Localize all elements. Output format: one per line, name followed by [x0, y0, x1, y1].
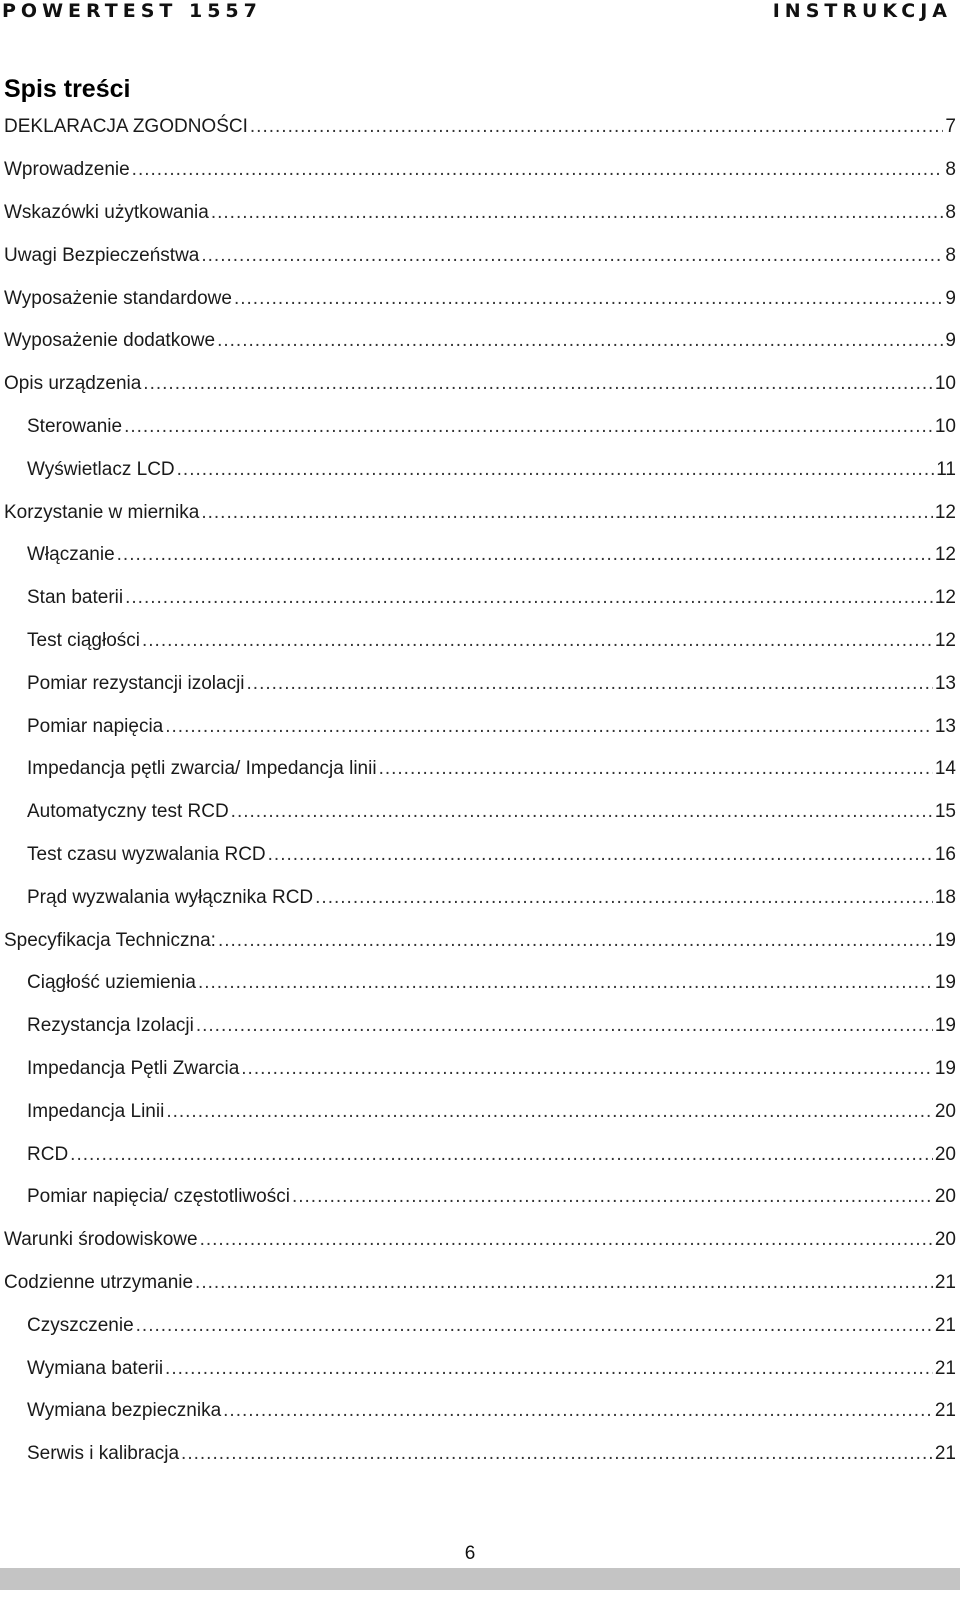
dot-leader — [198, 971, 933, 995]
dot-leader — [166, 1100, 933, 1124]
toc-entry[interactable] — [0, 406, 960, 449]
toc-entry-label: Czyszczenie — [27, 1314, 134, 1336]
table-of-contents — [0, 106, 960, 1476]
toc-entry-page-number: 9 — [945, 287, 956, 309]
toc-entry-page-number: 19 — [934, 1015, 956, 1037]
toc-entry-page-number: 19 — [934, 972, 956, 994]
toc-entry-page-number: 21 — [934, 1400, 956, 1422]
toc-entry-page-number: 21 — [934, 1314, 956, 1336]
toc-entry[interactable] — [0, 1219, 960, 1262]
toc-entry[interactable] — [0, 919, 960, 962]
toc-entry-link[interactable] — [0, 800, 960, 824]
toc-entry[interactable] — [0, 320, 960, 363]
dot-leader — [218, 929, 933, 953]
toc-entry-page-number: 16 — [934, 843, 956, 865]
toc-entry-page-number: 15 — [934, 801, 956, 823]
dot-leader — [195, 1271, 933, 1295]
toc-entry[interactable] — [0, 577, 960, 620]
header-brand: POWERTEST 1557 — [2, 0, 262, 22]
toc-entry-page-number: 20 — [934, 1229, 956, 1251]
toc-entry[interactable] — [0, 1262, 960, 1305]
toc-entry-link[interactable] — [0, 543, 960, 567]
toc-entry-label: Rezystancja Izolacji — [27, 1015, 194, 1037]
toc-entry-label: Pomiar napięcia — [27, 715, 164, 737]
toc-entry-page-number: 13 — [934, 672, 956, 694]
toc-entry-label: Impedancja Linii — [27, 1100, 165, 1122]
toc-entry-label: Impedancja pętli zwarcia/ Impedancja linii — [27, 758, 377, 780]
toc-entry[interactable] — [0, 534, 960, 577]
toc-entry-label: Ciągłość uziemienia — [27, 972, 196, 994]
dot-leader — [315, 886, 933, 910]
toc-entry-link[interactable] — [0, 1442, 960, 1466]
toc-entry-label: Serwis i kalibracja — [27, 1443, 180, 1465]
toc-entry-link[interactable] — [0, 329, 960, 353]
toc-entry-page-number: 18 — [934, 886, 956, 908]
toc-entry-page-number: 8 — [945, 244, 956, 266]
toc-entry[interactable] — [0, 234, 960, 277]
toc-entry-label: Wyposażenie standardowe — [4, 287, 232, 309]
toc-entry-label: Wprowadzenie — [4, 159, 130, 181]
toc-entry[interactable] — [0, 448, 960, 491]
toc-entry-page-number: 7 — [945, 116, 956, 138]
toc-entry-page-number: 20 — [934, 1186, 956, 1208]
toc-entry-page-number: 14 — [934, 758, 956, 780]
dot-leader — [125, 586, 933, 610]
toc-entry[interactable] — [0, 491, 960, 534]
toc-entry-label: Pomiar napięcia/ częstotliwości — [27, 1186, 290, 1208]
toc-entry-label: Wymiana bezpiecznika — [27, 1400, 222, 1422]
toc-entry-link[interactable] — [0, 757, 960, 781]
toc-entry-label: Wskazówki użytkowania — [4, 201, 209, 223]
toc-entry-link[interactable] — [0, 1314, 960, 1338]
toc-entry-link[interactable] — [0, 1014, 960, 1038]
dot-leader — [196, 1014, 933, 1038]
toc-entry-label: Opis urządzenia — [4, 373, 142, 395]
toc-entry-link[interactable] — [0, 158, 960, 182]
toc-entry[interactable] — [0, 363, 960, 406]
toc-entry[interactable] — [0, 1133, 960, 1176]
toc-entry-page-number: 10 — [934, 415, 956, 437]
toc-entry-link[interactable] — [0, 1271, 960, 1295]
toc-entry[interactable] — [0, 1347, 960, 1390]
dot-leader — [231, 800, 933, 824]
dot-leader — [201, 501, 933, 525]
toc-entry-label: Automatyczny test RCD — [27, 801, 229, 823]
toc-entry[interactable] — [0, 876, 960, 919]
toc-entry[interactable] — [0, 620, 960, 663]
toc-entry[interactable] — [0, 705, 960, 748]
dot-leader — [223, 1399, 933, 1423]
toc-entry-link[interactable] — [0, 715, 960, 739]
toc-entry-label: Wymiana baterii — [27, 1357, 164, 1379]
toc-entry-link[interactable] — [0, 372, 960, 396]
toc-entry-link[interactable] — [0, 629, 960, 653]
toc-entry-label: Prąd wyzwalania wyłącznika RCD — [27, 886, 314, 908]
toc-entry-link[interactable] — [0, 1399, 960, 1423]
dot-leader — [70, 1143, 933, 1167]
toc-entry[interactable] — [0, 1005, 960, 1048]
toc-entry-link[interactable] — [0, 1143, 960, 1167]
toc-entry-label: Specyfikacja Techniczna: — [4, 929, 216, 951]
toc-entry-label: Wyświetlacz LCD — [27, 458, 175, 480]
toc-entry-label: Stan baterii — [27, 587, 124, 609]
dot-leader — [117, 543, 933, 567]
toc-entry-label: Włączanie — [27, 544, 115, 566]
toc-entry-page-number: 12 — [934, 501, 956, 523]
toc-entry-link[interactable] — [0, 929, 960, 953]
toc-entry-link[interactable] — [0, 115, 960, 139]
toc-entry[interactable] — [0, 1176, 960, 1219]
toc-entry-link[interactable] — [0, 843, 960, 867]
toc-entry-label: Uwagi Bezpieczeństwa — [4, 244, 200, 266]
toc-entry-page-number: 12 — [934, 587, 956, 609]
toc-entry-page-number: 21 — [934, 1357, 956, 1379]
dot-leader — [234, 287, 943, 311]
toc-entry-label: Warunki środowiskowe — [4, 1229, 198, 1251]
dot-leader — [124, 415, 933, 439]
toc-entry-page-number: 8 — [945, 159, 956, 181]
dot-leader — [165, 1357, 933, 1381]
toc-entry-page-number: 20 — [934, 1100, 956, 1122]
dot-leader — [201, 244, 943, 268]
toc-entry-link[interactable] — [0, 501, 960, 525]
toc-entry[interactable] — [0, 192, 960, 235]
toc-entry[interactable] — [0, 1090, 960, 1133]
toc-entry-link[interactable] — [0, 244, 960, 268]
dot-leader — [181, 1442, 933, 1466]
dot-leader — [268, 843, 933, 867]
dot-leader — [217, 329, 943, 353]
toc-entry-page-number: 9 — [945, 330, 956, 352]
toc-entry-label: Test ciągłości — [27, 629, 140, 651]
toc-entry[interactable] — [0, 1433, 960, 1476]
toc-entry-link[interactable] — [0, 1100, 960, 1124]
toc-entry-link[interactable] — [0, 586, 960, 610]
dot-leader — [177, 458, 935, 482]
toc-entry-link[interactable] — [0, 415, 960, 439]
dot-leader — [250, 115, 944, 139]
toc-entry-page-number: 12 — [934, 544, 956, 566]
toc-entry[interactable] — [0, 962, 960, 1005]
toc-entry-label: Korzystanie w miernika — [4, 501, 200, 523]
dot-leader — [292, 1185, 933, 1209]
dot-leader — [143, 372, 933, 396]
toc-entry[interactable] — [0, 1304, 960, 1347]
dot-leader — [241, 1057, 933, 1081]
toc-entry-link[interactable] — [0, 672, 960, 696]
dot-leader — [142, 629, 933, 653]
toc-entry-label: Codzienne utrzymanie — [4, 1271, 194, 1293]
toc-entry-link[interactable] — [0, 1057, 960, 1081]
toc-entry-link[interactable] — [0, 1228, 960, 1252]
toc-entry-label: Sterowanie — [27, 415, 123, 437]
toc-entry-link[interactable] — [0, 201, 960, 225]
toc-entry[interactable] — [0, 791, 960, 834]
dot-leader — [211, 201, 944, 225]
toc-entry-page-number: 20 — [934, 1143, 956, 1165]
toc-entry-page-number: 21 — [934, 1443, 956, 1465]
toc-entry-link[interactable] — [0, 886, 960, 910]
header-document-type: INSTRUKCJA — [772, 0, 952, 22]
dot-leader — [379, 757, 933, 781]
dot-leader — [247, 672, 933, 696]
toc-entry[interactable] — [0, 834, 960, 877]
dot-leader — [165, 715, 933, 739]
toc-entry-page-number: 21 — [934, 1271, 956, 1293]
toc-entry-page-number: 13 — [934, 715, 956, 737]
toc-entry-page-number: 12 — [934, 629, 956, 651]
page-header — [0, 0, 960, 26]
toc-entry-label: Impedancja Pętli Zwarcia — [27, 1057, 240, 1079]
page-number: 6 — [464, 1543, 476, 1564]
toc-entry-page-number: 10 — [934, 373, 956, 395]
toc-entry[interactable] — [0, 277, 960, 320]
toc-entry-page-number: 8 — [945, 201, 956, 223]
toc-entry-page-number: 19 — [934, 929, 956, 951]
toc-entry[interactable] — [0, 106, 960, 149]
dot-leader — [200, 1228, 933, 1252]
toc-entry-page-number: 19 — [934, 1057, 956, 1079]
toc-entry[interactable] — [0, 1048, 960, 1091]
dot-leader — [136, 1314, 933, 1338]
toc-entry-page-number: 11 — [936, 458, 956, 480]
toc-entry[interactable] — [0, 149, 960, 192]
dot-leader — [132, 158, 944, 182]
toc-entry-label: Wyposażenie dodatkowe — [4, 330, 216, 352]
toc-entry-link[interactable] — [0, 458, 960, 482]
toc-entry[interactable] — [0, 748, 960, 791]
toc-title: Spis treści — [4, 75, 131, 103]
toc-entry-label: Pomiar rezystancji izolacji — [27, 672, 245, 694]
toc-entry-label: Test czasu wyzwalania RCD — [27, 843, 266, 865]
toc-entry-label: DEKLARACJA ZGODNOŚCI — [4, 116, 248, 138]
footer-bar — [0, 1568, 960, 1590]
toc-entry-label: RCD — [27, 1143, 69, 1165]
toc-entry-link[interactable] — [0, 287, 960, 311]
toc-entry-link[interactable] — [0, 1185, 960, 1209]
toc-entry[interactable] — [0, 662, 960, 705]
toc-entry-link[interactable] — [0, 971, 960, 995]
toc-entry-link[interactable] — [0, 1357, 960, 1381]
toc-entry[interactable] — [0, 1390, 960, 1433]
